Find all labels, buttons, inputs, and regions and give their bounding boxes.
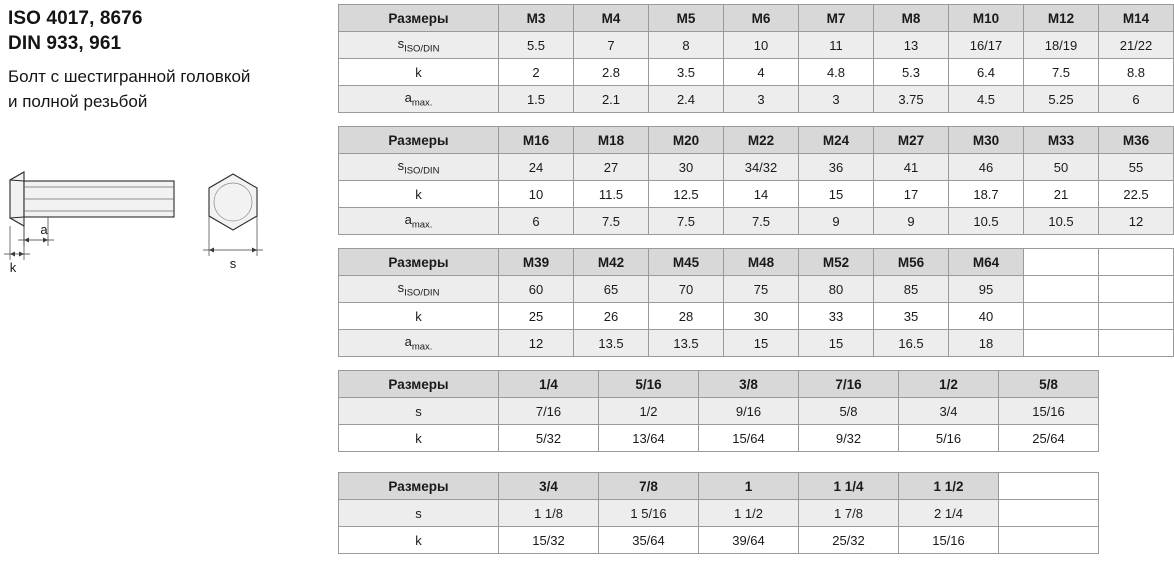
header-cell-empty bbox=[1099, 249, 1174, 276]
data-cell: 14 bbox=[724, 181, 799, 208]
data-cell: 6 bbox=[499, 208, 574, 235]
data-cell: 18 bbox=[949, 330, 1024, 357]
data-cell: 12.5 bbox=[649, 181, 724, 208]
row-label-text: a bbox=[404, 211, 412, 227]
data-cell: 2.4 bbox=[649, 86, 724, 113]
dimensions-table-metric-1 bbox=[338, 4, 1174, 113]
data-cell: 15 bbox=[799, 181, 874, 208]
header-cell: Размеры bbox=[339, 249, 499, 276]
data-cell: 1 7/8 bbox=[799, 500, 899, 527]
data-cell: 1 1/2 bbox=[699, 500, 799, 527]
data-cell: 15/32 bbox=[499, 527, 599, 554]
table-header-row bbox=[339, 5, 1174, 32]
table-header-row bbox=[339, 127, 1174, 154]
header-cell: M42 bbox=[574, 249, 649, 276]
data-cell: 35/64 bbox=[599, 527, 699, 554]
data-cell-empty bbox=[1024, 276, 1099, 303]
data-cell: 26 bbox=[574, 303, 649, 330]
header-cell: M5 bbox=[649, 5, 724, 32]
row-label-text: s bbox=[397, 157, 405, 173]
row-label-subscript: ISO/DIN bbox=[404, 287, 440, 299]
data-cell: 7 bbox=[574, 32, 649, 59]
data-cell: 15 bbox=[724, 330, 799, 357]
header-cell: 3/4 bbox=[499, 473, 599, 500]
data-cell: 1/2 bbox=[599, 398, 699, 425]
description-line-1: Болт с шестигранной головкой bbox=[8, 67, 251, 86]
table-row bbox=[339, 500, 1099, 527]
data-cell: 11.5 bbox=[574, 181, 649, 208]
table-row bbox=[339, 59, 1174, 86]
table-row bbox=[339, 276, 1174, 303]
data-cell: 2.8 bbox=[574, 59, 649, 86]
header-cell: 1/2 bbox=[899, 371, 999, 398]
data-cell: 13.5 bbox=[649, 330, 724, 357]
data-cell-empty bbox=[1024, 330, 1099, 357]
table-row bbox=[339, 527, 1099, 554]
row-label-s-iso-din bbox=[339, 32, 499, 59]
data-cell: 16.5 bbox=[874, 330, 949, 357]
header-cell: M56 bbox=[874, 249, 949, 276]
table-row bbox=[339, 330, 1174, 357]
row-label-subscript: max. bbox=[411, 341, 433, 353]
data-cell: 50 bbox=[1024, 154, 1099, 181]
row-label-text: a bbox=[404, 89, 412, 105]
header-cell: M52 bbox=[799, 249, 874, 276]
table-row bbox=[339, 154, 1174, 181]
bolt-technical-drawing bbox=[0, 160, 330, 280]
data-cell: 4.5 bbox=[949, 86, 1024, 113]
data-cell: 24 bbox=[499, 154, 574, 181]
data-cell: 3/4 bbox=[899, 398, 999, 425]
data-cell: 9/32 bbox=[799, 425, 899, 452]
header-cell: 5/8 bbox=[999, 371, 1099, 398]
row-label-s: s bbox=[339, 500, 499, 527]
row-label-a-max bbox=[339, 208, 499, 235]
data-cell: 5.25 bbox=[1024, 86, 1099, 113]
description-line-2: и полной резьбой bbox=[8, 92, 148, 111]
data-cell: 25/64 bbox=[999, 425, 1099, 452]
header-cell: 1 bbox=[699, 473, 799, 500]
data-cell: 16/17 bbox=[949, 32, 1024, 59]
data-cell: 30 bbox=[724, 303, 799, 330]
table-row bbox=[339, 425, 1099, 452]
data-cell-empty bbox=[999, 500, 1099, 527]
standard-line-2: DIN 933, 961 bbox=[8, 33, 122, 54]
row-label-subscript: ISO/DIN bbox=[404, 165, 440, 177]
data-cell: 7.5 bbox=[724, 208, 799, 235]
data-cell: 8 bbox=[649, 32, 724, 59]
row-label-k: k bbox=[339, 527, 499, 554]
header-cell: M45 bbox=[649, 249, 724, 276]
data-cell: 7.5 bbox=[649, 208, 724, 235]
data-cell: 10 bbox=[724, 32, 799, 59]
data-cell: 85 bbox=[874, 276, 949, 303]
data-cell: 13.5 bbox=[574, 330, 649, 357]
row-label-k: k bbox=[339, 425, 499, 452]
data-cell: 25 bbox=[499, 303, 574, 330]
data-cell: 36 bbox=[799, 154, 874, 181]
data-cell: 9/16 bbox=[699, 398, 799, 425]
dimension-label-k: k bbox=[9, 260, 17, 275]
header-cell: M16 bbox=[499, 127, 574, 154]
data-cell: 2 bbox=[499, 59, 574, 86]
row-label-a-max bbox=[339, 330, 499, 357]
header-cell: M14 bbox=[1099, 5, 1174, 32]
header-cell: M22 bbox=[724, 127, 799, 154]
header-cell: 1 1/2 bbox=[899, 473, 999, 500]
data-cell: 8.8 bbox=[1099, 59, 1174, 86]
dimension-label-s: s bbox=[229, 256, 237, 271]
data-cell: 75 bbox=[724, 276, 799, 303]
header-cell: M48 bbox=[724, 249, 799, 276]
header-cell: 1/4 bbox=[499, 371, 599, 398]
header-cell: M18 bbox=[574, 127, 649, 154]
row-label-s: s bbox=[339, 398, 499, 425]
data-cell: 13 bbox=[874, 32, 949, 59]
data-cell: 4 bbox=[724, 59, 799, 86]
data-cell: 18.7 bbox=[949, 181, 1024, 208]
data-cell: 40 bbox=[949, 303, 1024, 330]
data-cell: 17 bbox=[874, 181, 949, 208]
data-cell: 39/64 bbox=[699, 527, 799, 554]
data-cell: 4.8 bbox=[799, 59, 874, 86]
row-label-text: s bbox=[397, 279, 405, 295]
data-cell: 15/16 bbox=[999, 398, 1099, 425]
data-cell: 3.5 bbox=[649, 59, 724, 86]
header-cell: M30 bbox=[949, 127, 1024, 154]
data-cell: 12 bbox=[1099, 208, 1174, 235]
dimensions-table-metric-3 bbox=[338, 248, 1174, 357]
product-description bbox=[8, 64, 333, 114]
data-cell: 21 bbox=[1024, 181, 1099, 208]
data-cell: 10.5 bbox=[949, 208, 1024, 235]
dimensions-table-inch-1 bbox=[338, 370, 1099, 452]
row-label-k: k bbox=[339, 181, 499, 208]
data-cell: 6.4 bbox=[949, 59, 1024, 86]
header-cell: M27 bbox=[874, 127, 949, 154]
data-cell: 7.5 bbox=[574, 208, 649, 235]
header-cell-empty bbox=[999, 473, 1099, 500]
table-row bbox=[339, 303, 1174, 330]
data-cell: 25/32 bbox=[799, 527, 899, 554]
header-cell: 7/8 bbox=[599, 473, 699, 500]
row-label-a-max bbox=[339, 86, 499, 113]
dimension-label-a: a bbox=[40, 222, 48, 237]
data-cell: 95 bbox=[949, 276, 1024, 303]
header-cell: M7 bbox=[799, 5, 874, 32]
data-cell-empty bbox=[1024, 303, 1099, 330]
header-cell: Размеры bbox=[339, 5, 499, 32]
header-cell: M20 bbox=[649, 127, 724, 154]
bolt-drawing-svg bbox=[0, 160, 330, 280]
row-label-subscript: ISO/DIN bbox=[404, 43, 440, 55]
data-cell: 60 bbox=[499, 276, 574, 303]
data-cell: 5.5 bbox=[499, 32, 574, 59]
header-cell: M4 bbox=[574, 5, 649, 32]
data-cell: 9 bbox=[799, 208, 874, 235]
standard-line-1: ISO 4017, 8676 bbox=[8, 8, 143, 29]
data-cell: 41 bbox=[874, 154, 949, 181]
data-cell: 34/32 bbox=[724, 154, 799, 181]
data-cell: 7.5 bbox=[1024, 59, 1099, 86]
data-cell: 15 bbox=[799, 330, 874, 357]
table-header-row bbox=[339, 473, 1099, 500]
header-cell: M3 bbox=[499, 5, 574, 32]
table-row bbox=[339, 208, 1174, 235]
header-cell: 1 1/4 bbox=[799, 473, 899, 500]
table-row bbox=[339, 398, 1099, 425]
data-cell: 10.5 bbox=[1024, 208, 1099, 235]
data-cell: 28 bbox=[649, 303, 724, 330]
data-cell: 5/32 bbox=[499, 425, 599, 452]
row-label-s-iso-din bbox=[339, 154, 499, 181]
data-cell: 3.75 bbox=[874, 86, 949, 113]
data-cell: 33 bbox=[799, 303, 874, 330]
data-cell-empty bbox=[1099, 303, 1174, 330]
data-cell: 46 bbox=[949, 154, 1024, 181]
data-cell: 13/64 bbox=[599, 425, 699, 452]
data-cell: 10 bbox=[499, 181, 574, 208]
data-cell-empty bbox=[1099, 330, 1174, 357]
data-cell: 2.1 bbox=[574, 86, 649, 113]
row-label-subscript: max. bbox=[411, 97, 433, 109]
table-row bbox=[339, 86, 1174, 113]
data-cell: 6 bbox=[1099, 86, 1174, 113]
data-cell: 9 bbox=[874, 208, 949, 235]
header-cell: M24 bbox=[799, 127, 874, 154]
header-cell: M39 bbox=[499, 249, 574, 276]
table-header-row bbox=[339, 371, 1099, 398]
data-cell: 12 bbox=[499, 330, 574, 357]
data-cell: 35 bbox=[874, 303, 949, 330]
row-label-text: a bbox=[404, 333, 412, 349]
header-cell: Размеры bbox=[339, 473, 499, 500]
header-cell: M12 bbox=[1024, 5, 1099, 32]
row-label-k: k bbox=[339, 59, 499, 86]
data-cell: 5/8 bbox=[799, 398, 899, 425]
header-cell: M8 bbox=[874, 5, 949, 32]
header-cell: 7/16 bbox=[799, 371, 899, 398]
data-cell: 3 bbox=[799, 86, 874, 113]
data-cell: 80 bbox=[799, 276, 874, 303]
table-row bbox=[339, 32, 1174, 59]
data-cell: 27 bbox=[574, 154, 649, 181]
header-cell: Размеры bbox=[339, 371, 499, 398]
data-cell-empty bbox=[1099, 276, 1174, 303]
header-cell: 5/16 bbox=[599, 371, 699, 398]
row-label-s-iso-din bbox=[339, 276, 499, 303]
data-cell-empty bbox=[999, 527, 1099, 554]
data-cell: 1.5 bbox=[499, 86, 574, 113]
row-label-k: k bbox=[339, 303, 499, 330]
data-cell: 15/16 bbox=[899, 527, 999, 554]
data-cell: 70 bbox=[649, 276, 724, 303]
data-cell: 3 bbox=[724, 86, 799, 113]
data-cell: 5/16 bbox=[899, 425, 999, 452]
data-cell: 11 bbox=[799, 32, 874, 59]
header-cell: 3/8 bbox=[699, 371, 799, 398]
header-cell-empty bbox=[1024, 249, 1099, 276]
data-cell: 15/64 bbox=[699, 425, 799, 452]
dimensions-table-metric-2 bbox=[338, 126, 1174, 235]
data-cell: 7/16 bbox=[499, 398, 599, 425]
header-cell: M33 bbox=[1024, 127, 1099, 154]
header-cell: M64 bbox=[949, 249, 1024, 276]
data-cell: 18/19 bbox=[1024, 32, 1099, 59]
data-cell: 65 bbox=[574, 276, 649, 303]
dimensions-table-inch-2 bbox=[338, 472, 1099, 554]
data-cell: 21/22 bbox=[1099, 32, 1174, 59]
data-cell: 55 bbox=[1099, 154, 1174, 181]
data-cell: 1 5/16 bbox=[599, 500, 699, 527]
data-cell: 2 1/4 bbox=[899, 500, 999, 527]
data-cell: 5.3 bbox=[874, 59, 949, 86]
table-row bbox=[339, 181, 1174, 208]
data-cell: 1 1/8 bbox=[499, 500, 599, 527]
header-cell: M6 bbox=[724, 5, 799, 32]
data-cell: 22.5 bbox=[1099, 181, 1174, 208]
header-cell: M10 bbox=[949, 5, 1024, 32]
data-cell: 30 bbox=[649, 154, 724, 181]
row-label-text: s bbox=[397, 35, 405, 51]
bolt-head-hex bbox=[209, 174, 257, 230]
row-label-subscript: max. bbox=[411, 219, 433, 231]
product-header bbox=[8, 6, 333, 114]
header-cell: M36 bbox=[1099, 127, 1174, 154]
header-cell: Размеры bbox=[339, 127, 499, 154]
table-header-row bbox=[339, 249, 1174, 276]
